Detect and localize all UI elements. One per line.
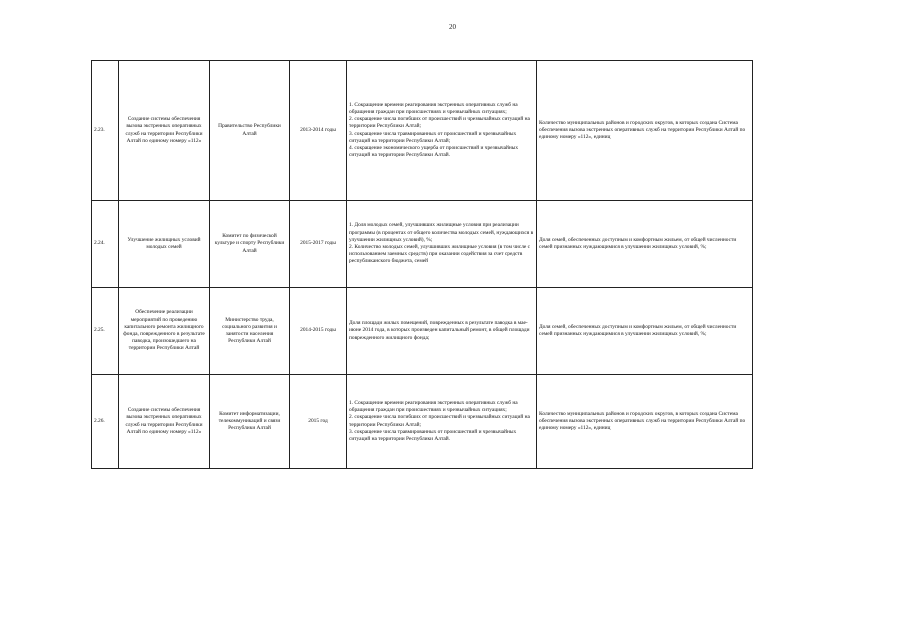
measure-name-cell: Обеспечение реализации мероприятий по проведению капитального ремонта жилищного фонда, поврежденного в результате паводка, произошедшего на территории Республики Алтай (119, 288, 210, 375)
program-measures-table (91, 60, 753, 469)
task-item: 1. Сокращение времени реагирования экстренных оперативных служб на обращения граждан при происшествиях и чрезвычайных ситуациях; (349, 399, 518, 414)
row-number-cell: 2.24. (92, 201, 119, 288)
task-item: 2. сокращение числа погибших от происшествий и чрезвычайных ситуаций на территории Республики Алтай; (349, 414, 530, 428)
measure-name-cell: Создание системы обеспечения вызова экстренных оперативных служб на территории Республики Алтай по единому номеру «112» (119, 375, 210, 469)
page-number: 20 (449, 23, 456, 31)
tasks-cell (347, 201, 537, 288)
measure-name-cell: Улучшение жилищных условий молодых семей (119, 201, 210, 288)
indicator-cell: Доля семей, обеспеченных доступным и комфортным жильем, от общей численности семей признанных нуждающимися в улучшении жилищных условий, %; (537, 288, 753, 375)
table-row (92, 201, 753, 288)
task-item: 2. Количество молодых семей, улучшивших жилищные условия (в том числе с использованием заемных средств) при оказании содействия за счет средств республиканского бюджета, семей (349, 244, 531, 265)
task-item: 3. сокращение числа травмированных от происшествий и чрезвычайных ситуаций на территории Республики Алтай. (349, 428, 517, 442)
table-row (92, 61, 753, 201)
table-row (92, 288, 753, 375)
task-item: 1. Доля молодых семей, улучшивших жилищные условия при реализации программы (в процентах от общего количества молодых семей, нуждающихся в улучшении жилищных условий), %; (349, 222, 534, 243)
executor-cell: Министерство труда, социального развития и занятости населения Республики Алтай (210, 288, 290, 375)
tasks-cell (347, 375, 537, 469)
executor-cell: Комитет информатизации, телекоммуникаций и связи Республики Алтай (210, 375, 290, 469)
row-number-cell: 2.25. (92, 288, 119, 375)
task-item: Доля площади жилых помещений, поврежденных в результате паводка в мае-июне 2014 года, в которых произведен капитальный ремонт, в общей площади поврежденного жилищного фонда; (349, 320, 530, 341)
row-number-cell: 2.23. (92, 61, 119, 201)
period-cell: 2014-2015 годы (290, 288, 347, 375)
executor-cell: Правительство Республики Алтай (210, 61, 290, 201)
task-item: 3. сокращение числа травмированных от происшествий и чрезвычайных ситуаций на территории Республики Алтай; (349, 130, 517, 144)
indicator-cell: Количество муниципальных районов и городских округов, в которых создана Система обеспечения вызова экстренных оперативных служб на территории Республики Алтай по единому номеру «112», единиц (537, 375, 753, 469)
task-item: 4. сокращение экономического ущерба от происшествий и чрезвычайных ситуаций на территории Республики Алтай. (349, 144, 519, 159)
measure-name-cell: Создание системы обеспечения вызова экстренных оперативных служб на территории Республики Алтай по единому номеру «112» (119, 61, 210, 201)
tasks-cell (347, 61, 537, 201)
executor-cell: Комитет по физической культуре и спорту Республики Алтай (210, 201, 290, 288)
indicator-cell: Доля семей, обеспеченных доступным и комфортным жильем, от общей численности семей признанных нуждающимися в улучшении жилищных условий, %; (537, 201, 753, 288)
tasks-cell (347, 288, 537, 375)
task-item: 1. Сокращение времени реагирования экстренных оперативных служб на обращения граждан при происшествиях и чрезвычайных ситуациях; (349, 101, 518, 115)
indicator-cell: Количество муниципальных районов и городских округов, в которых создана Система обеспечения вызова экстренных оперативных служб на территории Республики Алтай по единому номеру «112», единиц (537, 61, 753, 201)
period-cell: 2015-2017 годы (290, 201, 347, 288)
period-cell: 2015 год (290, 375, 347, 469)
task-item: 2. сокращение числа погибших от происшествий и чрезвычайных ситуаций на территории Республики Алтай; (349, 116, 530, 130)
table-row (92, 375, 753, 469)
period-cell: 2013-2014 годы (290, 61, 347, 201)
row-number-cell: 2.26. (92, 375, 119, 469)
